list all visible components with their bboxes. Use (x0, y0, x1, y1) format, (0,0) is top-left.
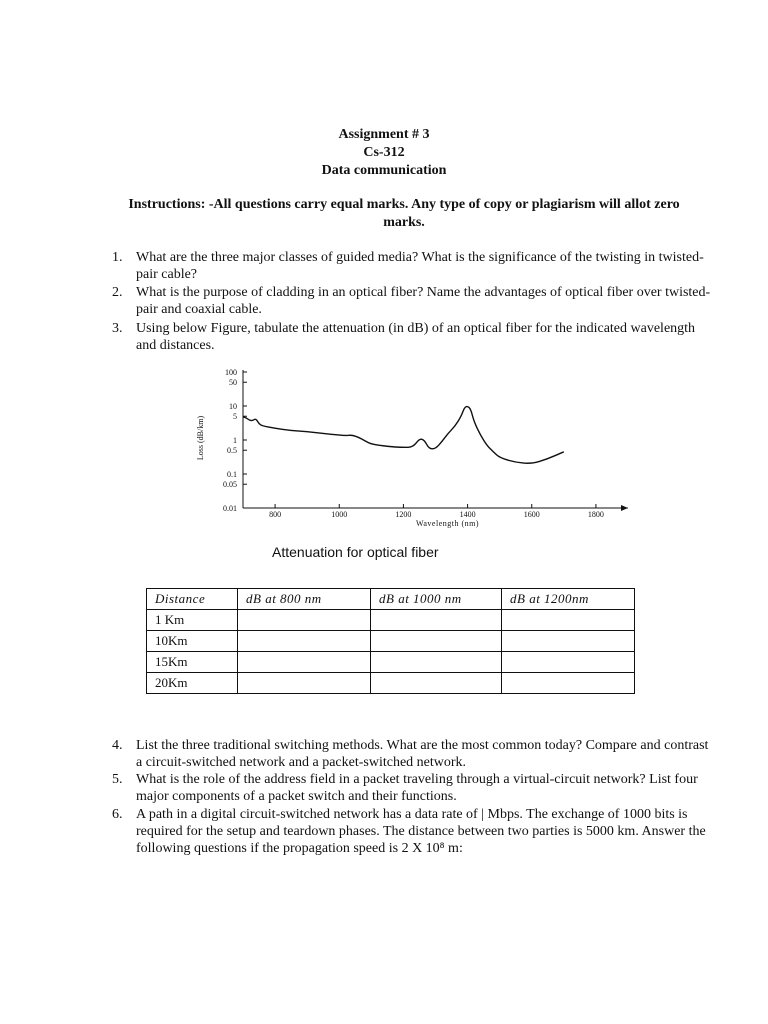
table-header-cell: dB at 1000 nm (371, 589, 502, 610)
table-cell (238, 631, 371, 652)
instructions: Instructions: -All questions carry equal marks. Any type of copy or plagiarism will allot zero marks. (128, 197, 680, 230)
x-tick-label: 1800 (587, 510, 604, 519)
table-cell (502, 631, 635, 652)
table-cell (502, 610, 635, 631)
table-row (147, 673, 635, 694)
table-cell (502, 652, 635, 673)
x-axis-label: Wavelength (nm) (415, 519, 480, 528)
attenuation-table (146, 588, 635, 694)
x-tick-label: 1000 (331, 510, 348, 519)
x-tick-label: 1400 (459, 510, 476, 519)
table-header-row (147, 589, 635, 610)
table-cell: 1 Km (147, 610, 238, 631)
x-tick-label: 800 (269, 510, 282, 519)
question-text: List the three traditional switching methods. What are the most common today? Compare and contrast a circuit-switched network and a packet-switched network. (136, 738, 709, 770)
question-number: 1. (112, 250, 123, 265)
table-cell (371, 652, 502, 673)
table-row (147, 610, 635, 631)
question-text: What is the role of the address field in a packet traveling through a virtual-circuit network? List four major components of a packet switch and their functions. (136, 772, 698, 804)
y-tick-label: 10 (229, 402, 237, 411)
question-text: Using below Figure, tabulate the attenuation (in dB) of an optical fiber for the indicated wavelength and distances. (136, 321, 696, 353)
table-row (147, 631, 635, 652)
y-tick-label: 0.01 (223, 504, 237, 513)
question-number: 2. (112, 285, 123, 300)
x-tick-label: 1200 (395, 510, 412, 519)
question-number: 5. (112, 772, 123, 787)
attenuation-curve (243, 407, 564, 464)
table-cell (238, 610, 371, 631)
table-cell: 10Km (147, 631, 238, 652)
y-axis-label: Loss (dB/km) (196, 415, 205, 461)
table-cell (371, 610, 502, 631)
question-text: A path in a digital circuit-switched network has a data rate of | Mbps. The exchange of 1000 bits is required for the setup and teardown phases. The distance between two parties is 5000 km. Answer the following questions if the propagation speed is 2 X 10⁸ m: (136, 807, 706, 856)
y-tick-label: 0.1 (227, 470, 237, 479)
y-tick-label: 5 (233, 412, 237, 422)
y-tick-label: 1 (233, 436, 237, 445)
table-cell (238, 652, 371, 673)
figure-caption: Attenuation for optical fiber (272, 544, 439, 560)
table-cell: 20Km (147, 673, 238, 694)
table-header-cell: dB at 1200nm (502, 589, 635, 610)
y-tick-label: 50 (229, 378, 237, 388)
table-header-cell: Distance (147, 589, 238, 610)
course-code: Cs-312 (363, 145, 405, 160)
table-cell (371, 631, 502, 652)
question-text: What is the purpose of cladding in an optical fiber? Name the advantages of optical fiber over twisted-pair and coaxial cable. (136, 285, 711, 317)
table-cell (238, 673, 371, 694)
question-text: What are the three major classes of guided media? What is the significance of the twisting in twisted-pair cable? (136, 250, 704, 282)
x-axis-arrow (621, 505, 628, 511)
question-number: 4. (112, 738, 123, 753)
course-subject: Data communication (321, 163, 447, 178)
y-tick-label: 0.5 (227, 446, 237, 456)
table-cell (502, 673, 635, 694)
table-row (147, 652, 635, 673)
table-cell (371, 673, 502, 694)
y-tick-label: 0.05 (223, 480, 237, 490)
question-number: 6. (112, 807, 123, 822)
table-cell: 15Km (147, 652, 238, 673)
y-tick-label: 100 (225, 368, 237, 377)
assignment-title: Assignment # 3 (338, 127, 430, 142)
table-header-cell: dB at 800 nm (238, 589, 371, 610)
question-number: 3. (112, 321, 123, 336)
x-tick-label: 1600 (523, 510, 540, 519)
